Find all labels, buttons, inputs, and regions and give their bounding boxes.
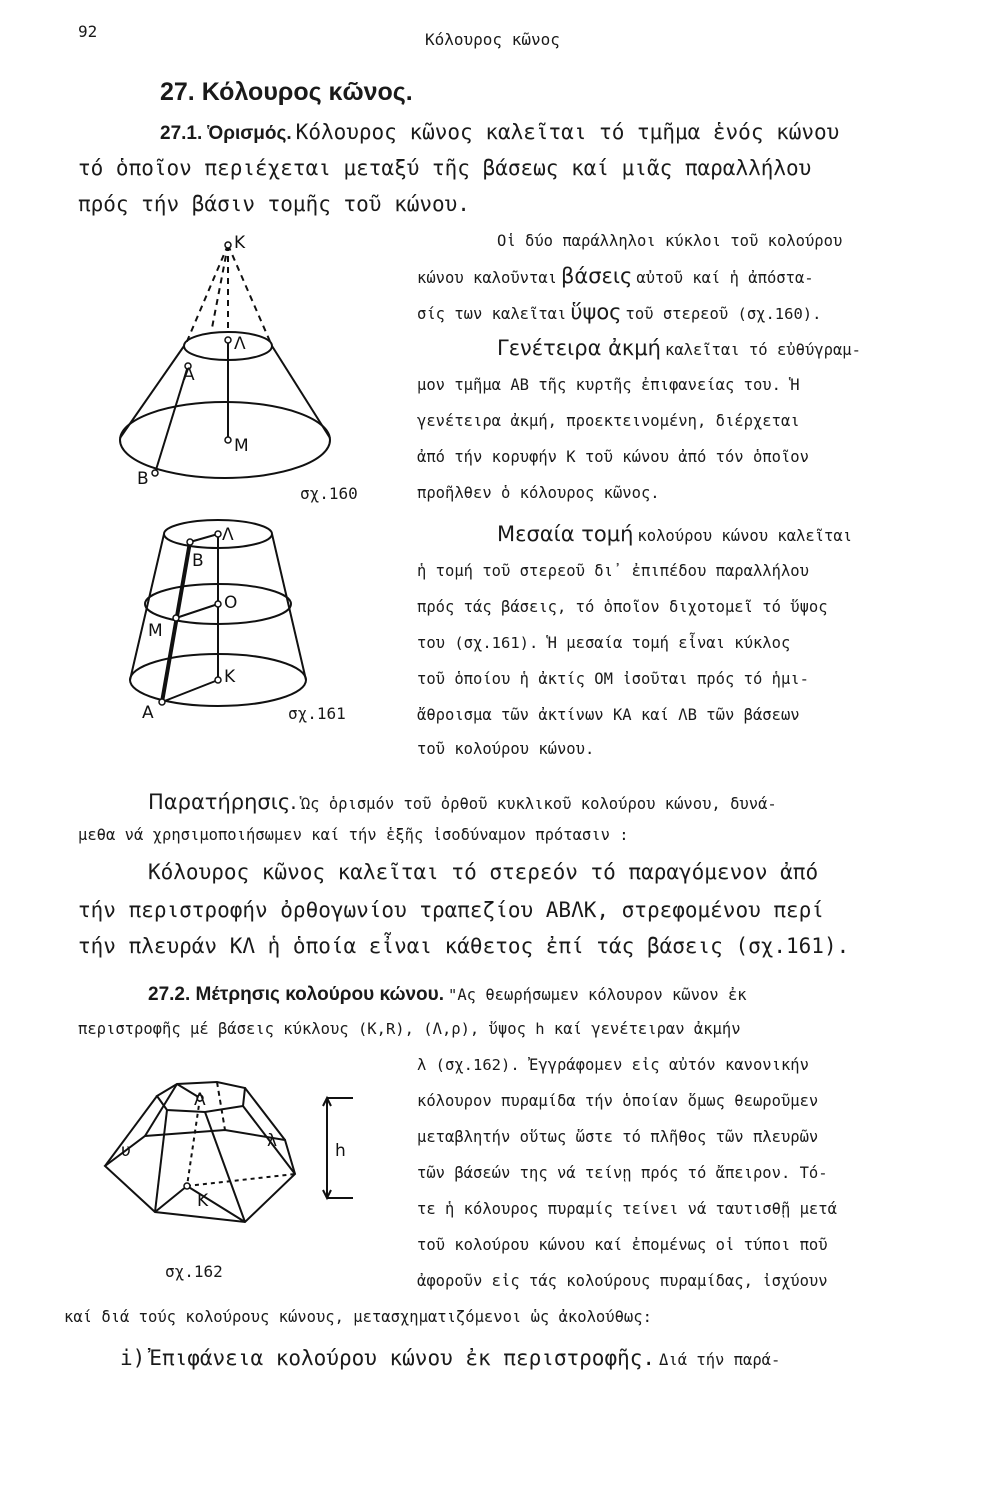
measurement-line10: καί διά τούς κολούρους κώνους, μετασχηματιζόμενοι ὡς ἀκολούθως:: [64, 1308, 652, 1326]
generatrix-line5: προῆλθεν ὁ κόλουρος κῶνος.: [417, 484, 660, 502]
middle-line7: τοῦ κολούρου κώνου.: [417, 740, 595, 758]
generatrix-line3: γενέτειρα ἀκμή, προεκτεινομένη, διέρχεται: [417, 412, 800, 430]
fig161-label-L: Λ: [222, 525, 234, 545]
measurement-line2: περιστροφῆς μέ βάσεις κύκλους (Κ,R), (Λ,ρ), ὕψος h καί γενέτειραν ἀκμήν: [78, 1020, 741, 1038]
item-i-title: Ἐπιφάνεια κολούρου κώνου ἐκ περιστροφῆς.: [149, 1346, 656, 1370]
remark-line1: Παρατήρησις. Ὡς ὁρισμόν τοῦ ὀρθοῦ κυκλικοῦ κολούρου κώνου, δυνά-: [148, 790, 777, 814]
generatrix-line2: μον τμῆμα ΑΒ τῆς κυρτῆς ἐπιφανείας του. Ἡ: [417, 376, 800, 394]
fig160-label-B: B: [137, 469, 149, 489]
fig162-label-K: K: [197, 1191, 209, 1211]
generatrix-line1: Γενέτειρα ἀκμή καλεῖται τό εὐθύγραμ-: [497, 336, 861, 360]
bases-line2: κώνου καλοῦνται βάσεις αὐτοῦ καί ἡ ἀπόστα-: [417, 264, 814, 288]
measurement-line5: μεταβλητήν οὕτως ὥστε τό πλῆθος τῶν πλευρῶν: [417, 1128, 819, 1146]
fig161-label-O: O: [224, 593, 238, 613]
remark-label: Παρατήρησις.: [148, 790, 297, 814]
fig161-label-A: A: [142, 703, 154, 723]
measurement-line8: τοῦ κολούρου κώνου καί ἐπομένως οἱ τύποι ποῦ: [417, 1236, 828, 1254]
bases-line3: σίς των καλεῖται ὕψος τοῦ στερεοῦ (σχ.160).: [417, 300, 822, 324]
measurement-line3: λ (σχ.162). Ἐγγράφομεν εἰς αὐτόν κανονικήν: [417, 1056, 809, 1074]
measurement-line9: ἀφοροῦν εἰς τάς κολούρους πυραμίδας, ἰσχύουν: [417, 1272, 828, 1290]
measurement-line4: κόλουρον πυραμίδα τήν ὁποίαν ὅμως θεωροῦμεν: [417, 1092, 819, 1110]
figure-162: [95, 1074, 365, 1234]
measurement-line6: τῶν βάσεών της νά τείνῃ πρός τό ἄπειρον. Τό-: [417, 1164, 828, 1182]
measurement-line1: 27.2. Μέτρησις κολούρου κώνου. "Ας θεωρήσωμεν κόλουρον κῶνον ἐκ: [148, 984, 747, 1005]
fig162-label-L: Λ: [194, 1090, 206, 1110]
middle-line4: του (σχ.161). Ἡ μεσαία τομή εἶναι κύκλος: [417, 634, 791, 652]
term-baseis: βάσεις: [560, 264, 633, 288]
term-generatrix: Γενέτειρα ἀκμή: [497, 336, 661, 360]
page-number: 92: [78, 22, 98, 41]
definition-line1: 27.1. Ὁρισμός. Κόλουρος κῶνος καλεῖται τό τμῆμα ἑνός κώνου: [160, 120, 840, 144]
section-title: 27. Κόλουρος κῶνος.: [160, 78, 413, 106]
definition-line2: τό ὁποῖον περιέχεται μεταξύ τῆς βάσεως καί μιᾶς παραλλήλου: [78, 156, 812, 180]
measurement-line7: τε ἡ κόλουρος πυραμίς τείνει νά ταυτισθῇ μετά: [417, 1200, 837, 1218]
fig161-label-M: M: [148, 621, 163, 641]
middle-line2: ἡ τομή τοῦ στερεοῦ δι᾽ ἐπιπέδου παραλλήλου: [417, 562, 809, 580]
term-middle-section: Μεσαία τομή: [497, 522, 634, 546]
fig161-label-K: K: [224, 667, 236, 687]
remark-line3: Κόλουρος κῶνος καλεῖται τό στερεόν τό παραγόμενον ἀπό: [148, 860, 819, 884]
fig160-label-K: K: [234, 233, 246, 253]
definition-label: 27.1. Ὁρισμός.: [160, 123, 292, 144]
definition-line3: πρός τήν βάσιν τομῆς τοῦ κώνου.: [78, 192, 470, 216]
middle-line3: πρός τάς βάσεις, τό ὁποῖον διχοτομεῖ τό ὕψος: [417, 598, 828, 616]
fig161-label-B: B: [192, 551, 204, 571]
fig160-caption: σχ.160: [300, 484, 358, 503]
fig160-label-A: A: [183, 365, 195, 385]
generatrix-line4: ἀπό τήν κορυφήν Κ τοῦ κώνου ἀπό τόν ὁποῖον: [417, 448, 809, 466]
middle-line5: τοῦ ὁποίου ἡ ἀκτίς ΟΜ ἰσοῦται πρός τό ἡμι-: [417, 670, 809, 688]
fig160-label-M: M: [234, 436, 249, 456]
item-i: i) Ἐπιφάνεια κολούρου κώνου ἐκ περιστροφῆς. Διά τήν παρά-: [120, 1346, 781, 1370]
middle-line1: Μεσαία τομή κολούρου κώνου καλεῖται: [497, 522, 853, 546]
figure-161: [110, 512, 310, 723]
fig162-label-u: υ: [121, 1141, 131, 1161]
fig162-label-lambda: λ: [267, 1131, 278, 1151]
measurement-label: 27.2. Μέτρησις κολούρου κώνου.: [148, 984, 445, 1005]
bases-line1: Οἱ δύο παράλληλοι κύκλοι τοῦ κολούρου: [497, 232, 843, 250]
term-ypsos: ὕψος: [570, 300, 622, 324]
middle-line6: ἄθροισμα τῶν ἀκτίνων ΚΑ καί ΛΒ τῶν βάσεων: [417, 706, 800, 724]
fig162-caption: σχ.162: [165, 1262, 223, 1281]
remark-line4: τήν περιστροφήν ὀρθογωνίου τραπεζίου ΑΒΛΚ, στρεφομένου περί: [78, 898, 824, 922]
remark-line5: τήν πλευράν ΚΛ ἡ ὁποία εἶναι κάθετος ἐπί τάς βάσεις (σχ.161).: [78, 934, 850, 958]
fig160-label-L: Λ: [234, 334, 246, 354]
remark-line2: μεθα νά χρησιμοποιήσωμεν καί τήν ἑξῆς ἰσοδύναμον πρότασιν :: [78, 826, 629, 844]
item-i-label: i): [120, 1346, 146, 1370]
running-title: Κόλουρος κῶνος: [425, 30, 560, 49]
figure-160: [100, 228, 400, 508]
fig161-caption: σχ.161: [288, 704, 346, 723]
fig162-label-h: h: [335, 1141, 346, 1161]
